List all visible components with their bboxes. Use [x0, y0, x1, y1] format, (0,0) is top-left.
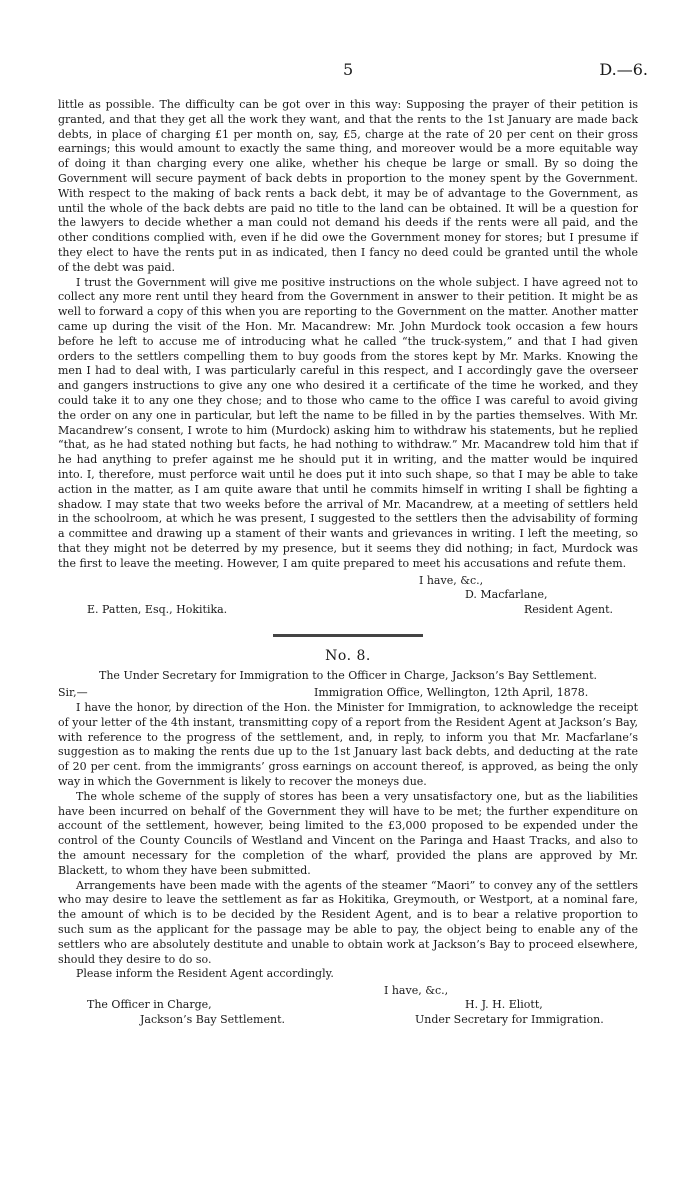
letter1-signature-block	[58, 574, 638, 618]
letter2-paragraph: I have the honor, by direction of the Hon. the Minister for Immigration, to acknowledge the receipt of your letter of the 4th instant, transmitting copy of a report from the Resident Agent at Jackson’s Bay, with reference to the progress of the settlement, and, in reply, to inform you that Mr. Macfarlane’s suggestion as to making the rents due up to the 1st January last back debts, and deducting at the rate of 20 per cent. from the immigrants’ gross earnings on account thereof, is approved, as being the only way in which the Government is likely to recover the moneys due.	[58, 701, 638, 789]
document-body	[58, 98, 638, 1044]
letter2-paragraph: The whole scheme of the supply of stores has been a very unsatisfactory one, but as the liabilities have been incurred on behalf of the Government they will have to be met; the further expenditure on account of the settlement, however, being limited to the £3,000 proposed to be expended under the control of the County Councils of Westland and Vincent on the Paringa and Haast Tracks, and also to the amount necessary for the completion of the wharf, provided the plans are approved by Mr. Blackett, to whom they have been submitted.	[58, 789, 638, 877]
letter1-signature: D. Macfarlane,	[465, 587, 548, 601]
letter2-addressee-line1: The Officer in Charge,	[87, 998, 212, 1012]
salutation-line	[58, 686, 638, 701]
letter1-addressee: E. Patten, Esq., Hokitika.	[87, 602, 228, 616]
letter2-heading: The Under Secretary for Immigration to the Officer in Charge, Jackson’s Bay Settlement.	[99, 669, 597, 683]
letter1-closing: I have, &c.,	[419, 573, 484, 587]
salutation: Sir,—	[58, 686, 88, 700]
letter2-signature-block	[58, 984, 638, 1044]
letter2-signature: H. J. H. Eliott,	[465, 998, 543, 1012]
letter2-closing: I have, &c.,	[384, 984, 449, 998]
letter2-paragraph: Please inform the Resident Agent accordingly.	[76, 967, 334, 981]
letter2-signer-title: Under Secretary for Immigration.	[415, 1013, 604, 1027]
letter2-addressee-line2: Jackson’s Bay Settlement.	[140, 1013, 285, 1027]
page-number: 5	[343, 60, 354, 79]
letter1-paragraph: little as possible. The difficulty can be got over in this way: Supposing the prayer of their petition is granted, and that they get all the work they want, and that the rents to the 1st January are made back debts, in place of charging £1 per month on, say, £5, charge at the rate of 20 per cent on their gross earnings; this would amount to exactly the same thing, and moreover would be a more equitable way of doing it than charging every one alike, whether his cheque be large or small. By so doing the Government will secure payment of back debts in proportion to the money spent by the Government. With respect to the making of back rents a back debt, it may be of advantage to the Government, as until the whole of the back debts are paid no title to the land can be obtained. It will be a question for the lawyers to decide whether a man could not demand his deeds if the rents were all paid, and the other conditions complied with, even if he did owe the Government money for stores; but I presume if they elect to have the rents put in as indicated, then I fancy no deed could be granted until the whole of the debt was paid.	[58, 98, 638, 274]
letter-number: No. 8.	[325, 647, 371, 664]
document-reference: D.—6.	[599, 60, 648, 79]
letter2-paragraph: Arrangements have been made with the agents of the steamer “Maori” to convey any of the settlers who may desire to leave the settlement as far as Hokitika, Greymouth, or Westport, at a nominal fare, the amount of which is to be decided by the Resident Agent, and is to bear a relative proportion to such sum as the applicant for the passage may be able to pay, the object being to enable any of the settlers who are absolutely destitute and unable to obtain work at Jackson’s Bay to proceed elsewhere, should they desire to do so.	[58, 878, 638, 966]
section-divider	[273, 634, 423, 637]
letter1-signer-title: Resident Agent.	[524, 602, 614, 616]
letter1-paragraph: I trust the Government will give me positive instructions on the whole subject. I have agreed not to collect any more rent until they heard from the Government in answer to their petition. It might be as well to forward a copy of this when you are reporting to the Government on the matter. Another matter came up during the visit of the Hon. Mr. Macandrew: Mr. John Murdock took occasion a few hours before he left to accuse me of introducing what he called “the truck-system,” and that I had given orders to the settlers compelling them to buy goods from the stores kept by Mr. Marks. Knowing the men I had to deal with, I was particularly careful in this respect, and I accordingly gave the overseer and gangers instructions to give any one who desired it a certificate of the time he worked, and they could take it to any one they chose; and to those who came to the office I was careful to avoid giving the order on any one in particular, but left the name to be filled in by the parties themselves. With Mr. Macandrew’s consent, I wrote to him (Murdock) asking him to withdraw his statements, but he replied “that, as he had stated nothing but facts, he had nothing to withdraw.” Mr. Macandrew told him that if he had anything to prefer against me he should put it in writing, and the matter would be inquired into. I, therefore, must perforce wait until he does put it into such shape, so that I may be able to take action in the matter, as I am quite aware that until he commits himself in writing I shall be fighting a shadow. I may state that two weeks before the arrival of Mr. Macandrew, at a meeting of settlers held in the schoolroom, at which he was present, I suggested to the settlers then the advisability of forming a committee and drawing up a stament of their wants and grievances in writing. I left the meeting, so that they might not be deterred by my presence, but it seems they did nothing; in fact, Murdock was the first to leave the meeting. However, I am quite prepared to meet his accusations and refute them.	[58, 275, 638, 570]
dateline: Immigration Office, Wellington, 12th April, 1878.	[314, 686, 589, 700]
